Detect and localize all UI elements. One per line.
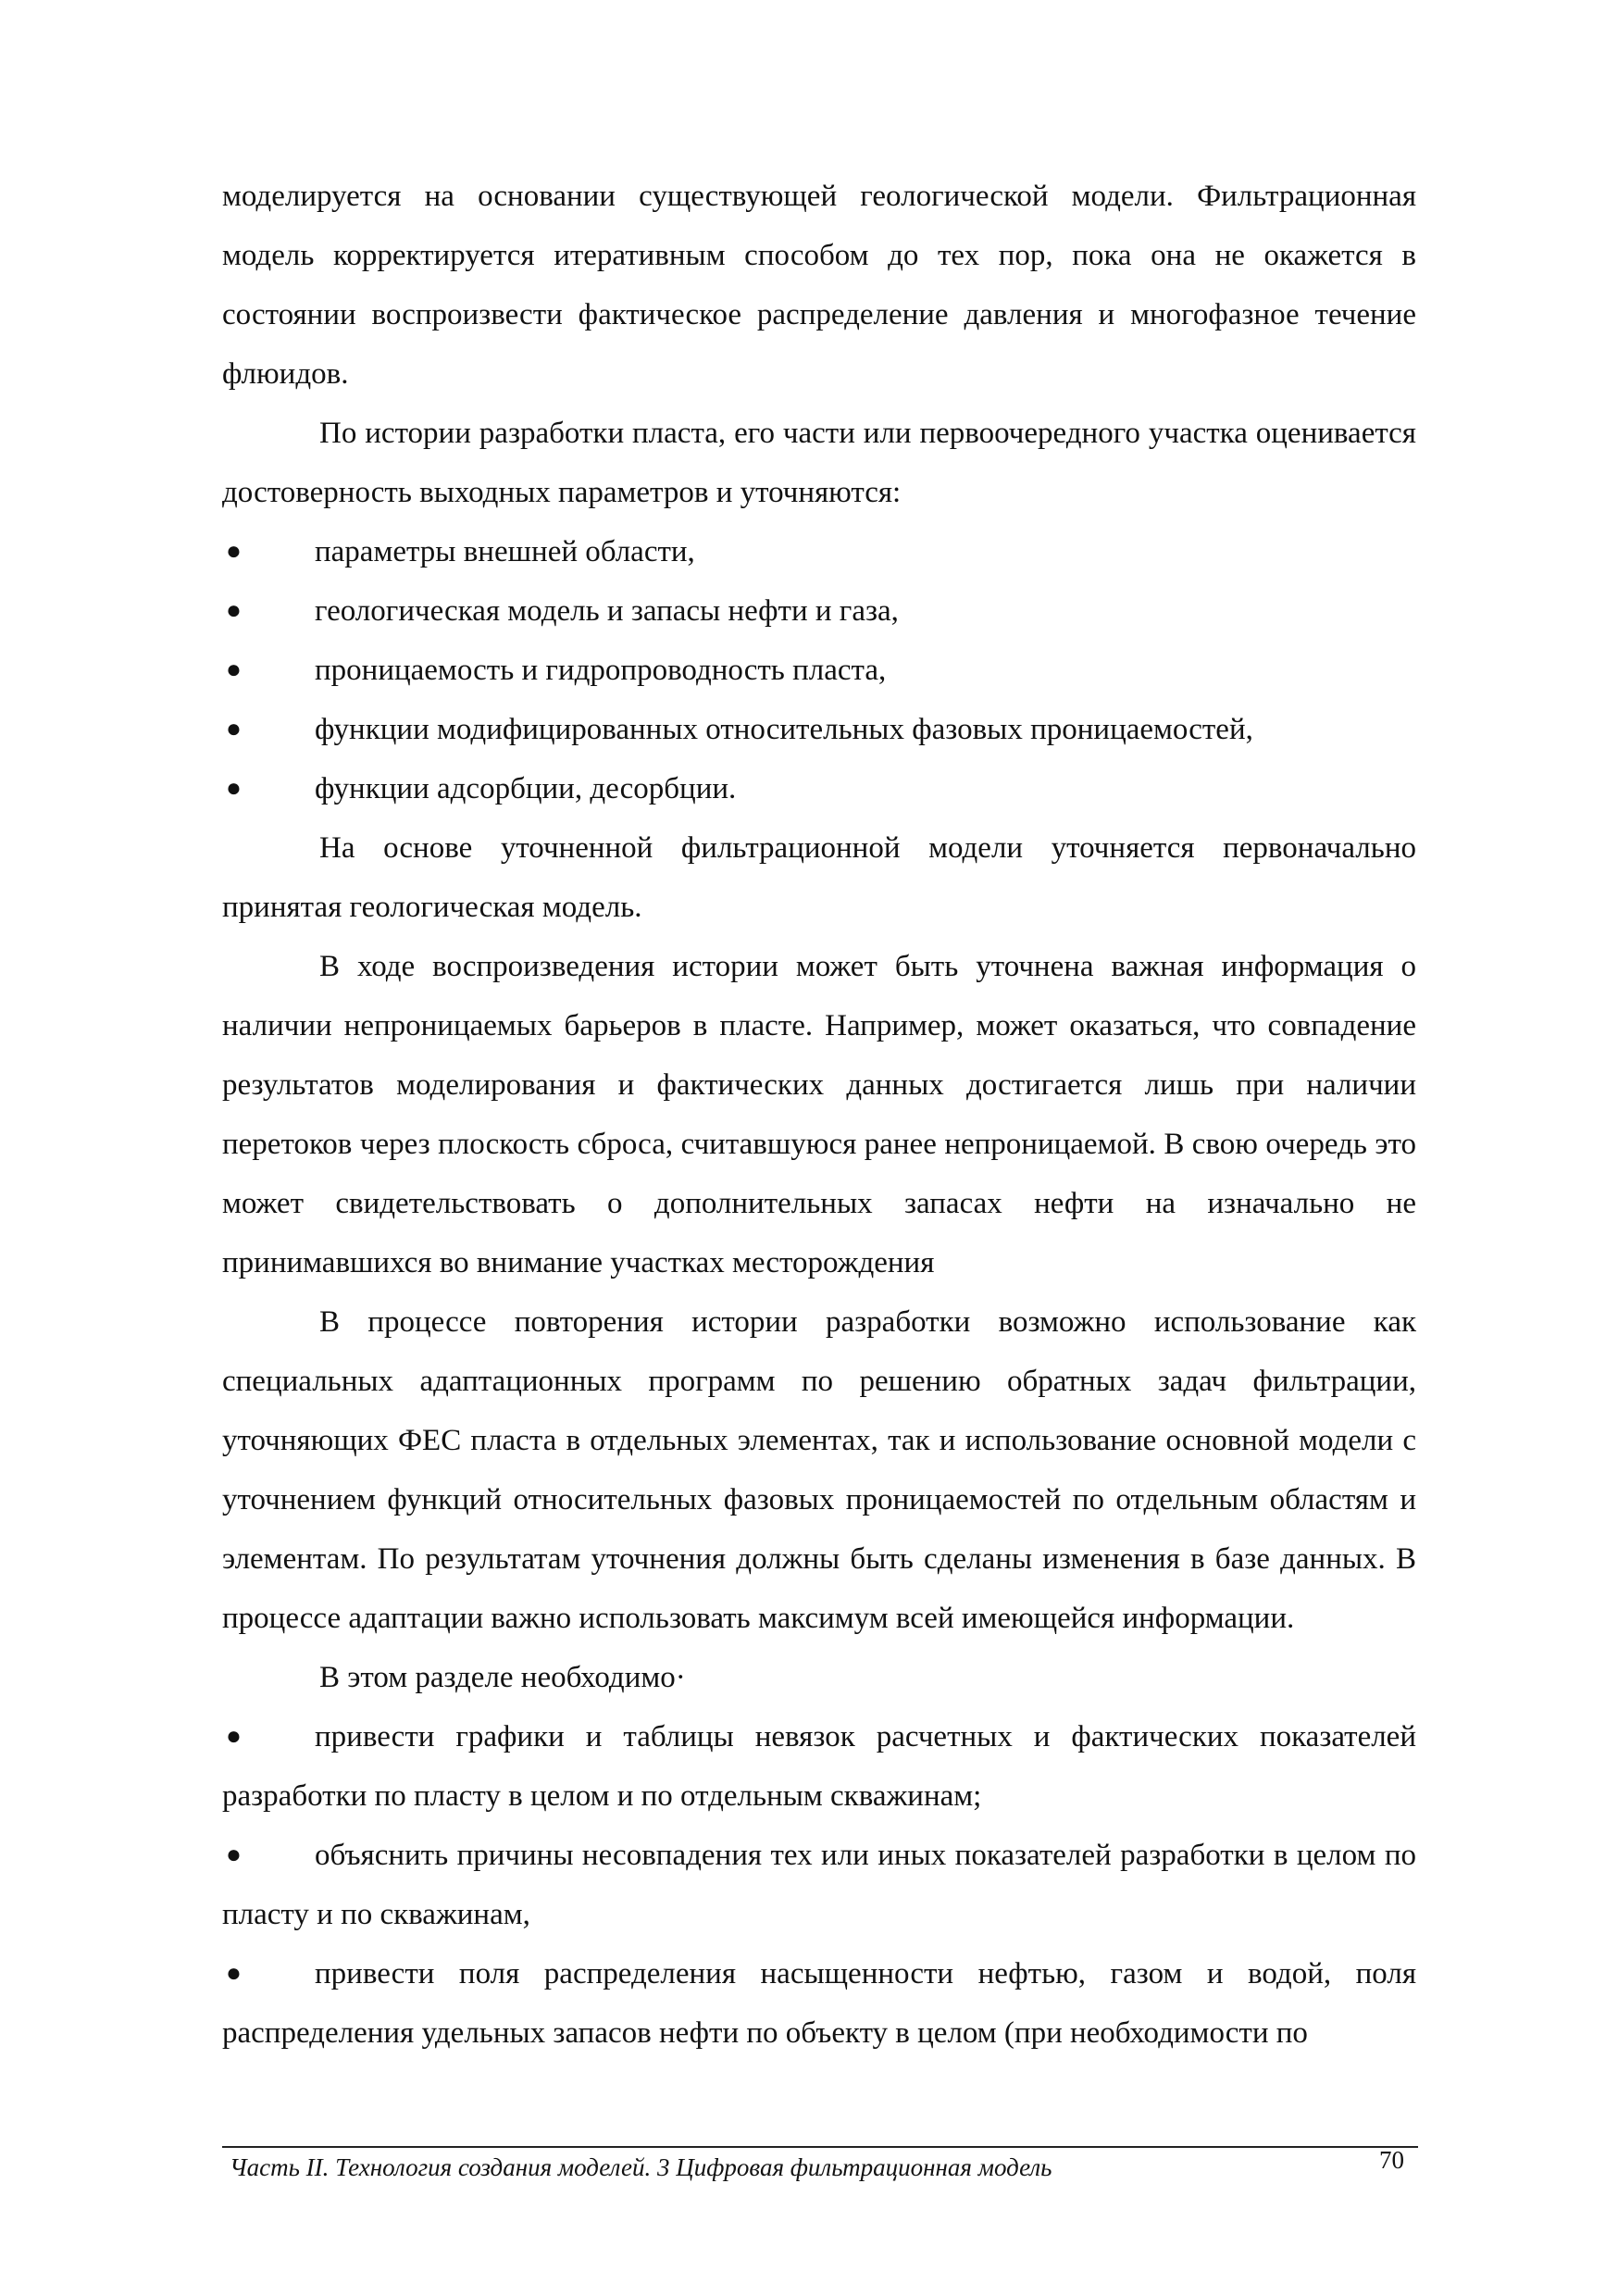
- list-item: ● проницаемость и гидропроводность пласта,: [222, 641, 1416, 700]
- running-footer-title: Часть II. Технология создания моделей. 3 Цифровая фильтрационная модель: [230, 2153, 1052, 2181]
- footer-divider: [222, 2146, 1418, 2148]
- list-item: ● объяснить причины несовпадения тех или иных показателей разработки в целом по пласту и по скважинам,: [222, 1826, 1416, 1944]
- paragraph-history: По истории разработки пласта, его части или первоочередного участка оценивается достоверность выходных параметров и уточняются:: [222, 417, 1416, 509]
- bullet-icon: ●: [226, 1959, 242, 1988]
- bullet-icon: ●: [226, 1841, 242, 1869]
- list-item: ● привести графики и таблицы невязок расчетных и фактических показателей разработки по пласту в целом и по отдельным скважинам;: [222, 1707, 1416, 1826]
- paragraph-section-intro: В этом разделе необходимо·: [319, 1661, 686, 1694]
- parameter-list: [222, 522, 1416, 818]
- list-item: ● параметры внешней области,: [222, 522, 1416, 581]
- paragraph-refined-model: На основе уточненной фильтрационной модели уточняется первоначально принятая геологическая модель.: [222, 831, 1416, 924]
- bullet-icon: ●: [226, 537, 242, 566]
- bullet-icon: ●: [226, 715, 242, 743]
- requirements-list: [222, 1707, 1416, 2063]
- paragraph-adaptation: В процессе повторения истории разработки возможно использование как специальных адаптационных программ по решению обратных задач фильтрации, уточняющих ФЕС пласта в отдельных элементах, так и использование основной модели с уточнением функций относительных фазовых проницаемостей по отдельным областям и элементам. По результатам уточнения должны быть сделаны изменения в базе данных. В процессе адаптации важно использовать максимум всей имеющейся информации.: [222, 1305, 1416, 1635]
- bullet-icon: ●: [226, 596, 242, 625]
- page-body: [222, 167, 1416, 2063]
- bullet-icon: ●: [226, 655, 242, 684]
- bullet-icon: ●: [226, 1722, 242, 1751]
- list-item: ● функции модифицированных относительных фазовых проницаемостей,: [222, 700, 1416, 759]
- list-item: ● геологическая модель и запасы нефти и газа,: [222, 581, 1416, 641]
- bullet-icon: ●: [226, 774, 242, 803]
- list-item: ● функции адсорбции, десорбции.: [222, 759, 1416, 818]
- list-item: ● привести поля распределения насыщенности нефтью, газом и водой, поля распределения удельных запасов нефти по объекту в целом (при необходимости по: [222, 1944, 1416, 2063]
- page-number: 70: [1379, 2146, 1404, 2174]
- paragraph-barriers: В ходе воспроизведения истории может быть уточнена важная информация о наличии непроницаемых барьеров в пласте. Например, может оказаться, что совпадение результатов моделирования и фактических данных достигается лишь при наличии перетоков через плоскость сброса, считавшуюся ранее непроницаемой. В свою очередь это может свидетельствовать о дополнительных запасах нефти на изначально не принимавшихся во внимание участках месторождения: [222, 950, 1416, 1279]
- paragraph-continuation: моделируется на основании существующей геологической модели. Фильтрационная модель корректируется итеративным способом до тех пор, пока она не окажется в состоянии воспроизвести фактическое распределение давления и многофазное течение флюидов.: [222, 180, 1416, 391]
